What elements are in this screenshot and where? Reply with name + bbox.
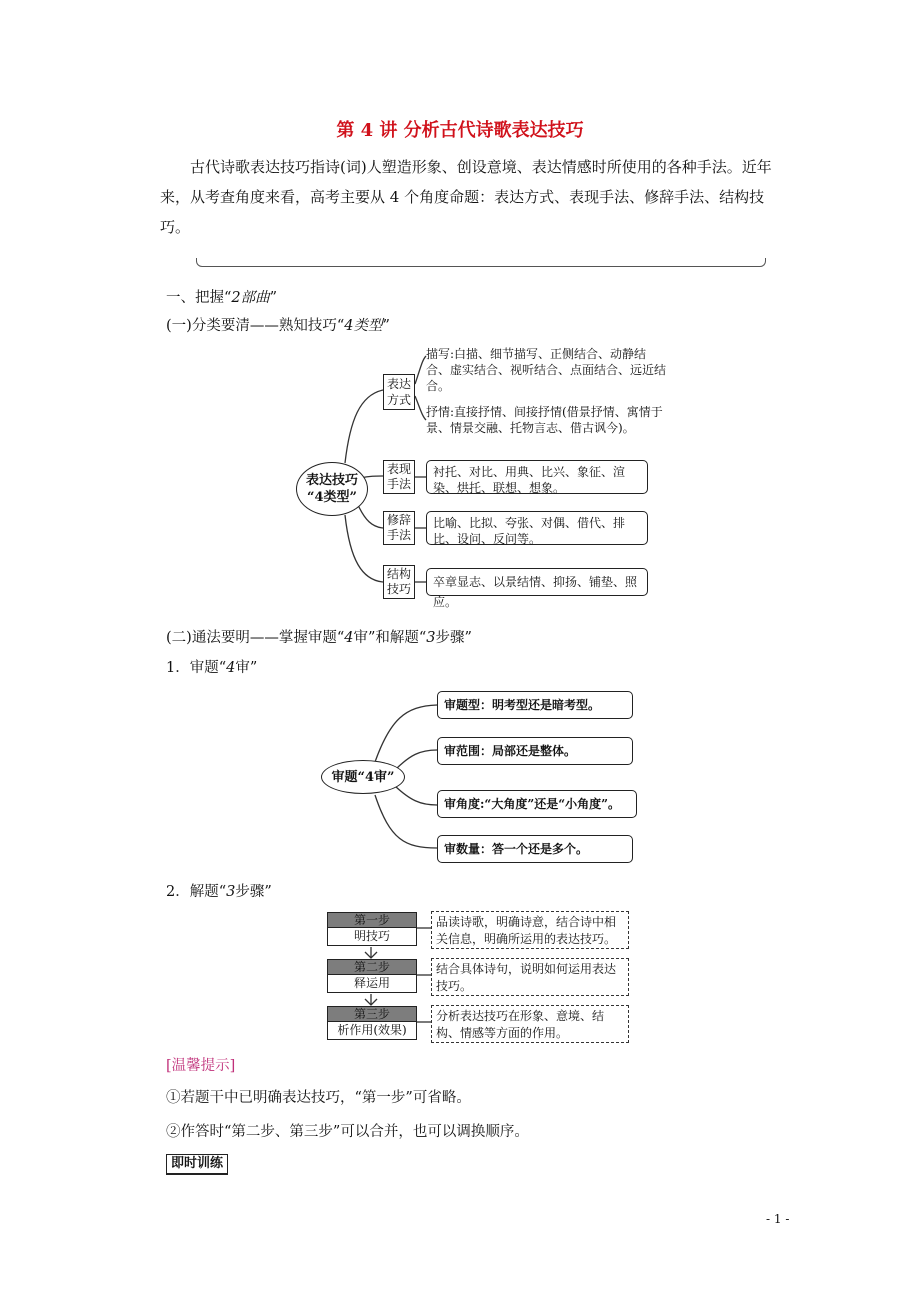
- desc-miaoxie: 描写:白描、细节描写、正侧结合、动静结合、虚实结合、视听结合、点面结合、远近结合。: [426, 347, 667, 393]
- connector-root-biaodafangshi: [345, 390, 383, 463]
- connector-root-jiegou: [345, 515, 383, 582]
- step3-desc: 分析表达技巧在形象、意境、结构、情感等方面的作用。: [431, 1005, 629, 1043]
- connector-shenfanwei: [395, 750, 437, 770]
- step2-desc: 结合具体诗句，说明如何运用表达技巧。: [431, 958, 629, 996]
- diagram1-root: 表达技巧 “4类型”: [296, 462, 368, 516]
- desc-biaoxianshoufa: 衬托、对比、用典、比兴、象征、渲染、烘托、联想、想象。: [426, 460, 648, 494]
- step3-body: 析作用(效果): [327, 1022, 417, 1040]
- page-number: - 1 -: [766, 1212, 790, 1226]
- desc-jiegoujiqiao: 卒章显志、以景结情、抑扬、铺垫、照应。: [426, 568, 648, 596]
- step1-head: 第一步: [327, 912, 417, 928]
- tip-1: ①若题干中已明确表达技巧，“第一步”可省略。: [166, 1090, 471, 1106]
- diagram2-root: 审题“4审”: [321, 760, 405, 794]
- tip-2: ②作答时“第二步、第三步”可以合并，也可以调换顺序。: [166, 1124, 529, 1140]
- step1-desc: 品读诗歌，明确诗意，结合诗中相关信息，明确所运用的表达技巧。: [431, 911, 629, 949]
- training-label: 即时训练: [166, 1154, 228, 1175]
- connector-shenjiaodu: [395, 786, 437, 805]
- desc-shuqing: 抒情:直接抒情、间接抒情(借景抒情、寓情于景、情景交融、托物言志、借古讽今)。: [426, 405, 663, 435]
- connector-shenshuliang: [375, 795, 437, 848]
- sub1-heading: (一)分类要清——熟知技巧“4类型”: [166, 318, 390, 334]
- connector-shentixing: [375, 705, 437, 762]
- section1-heading: 一、把握“2部曲”: [166, 290, 278, 306]
- category-jiegoujiqiao: 结构技巧: [383, 565, 415, 599]
- step1-body: 明技巧: [327, 928, 417, 946]
- category-biaoxianshoufa: 表现手法: [383, 460, 415, 494]
- connector-root-xiuci: [358, 505, 383, 528]
- category-biaodafangshi: 表达方式: [383, 374, 415, 410]
- shen-shuliang: 审数量：答一个还是多个。: [437, 835, 633, 863]
- shen-fanwei: 审范围：局部还是整体。: [437, 737, 633, 765]
- item1-heading: 1．审题“4审”: [166, 660, 258, 676]
- step2-head: 第二步: [327, 959, 417, 975]
- page-title: 第 4 讲 分析古代诗歌表达技巧: [336, 120, 584, 141]
- shen-jiaodu: 审角度:“大角度”还是“小角度”。: [437, 790, 637, 818]
- category-xiucishoufa: 修辞手法: [383, 511, 415, 545]
- item2-heading: 2．解题“3步骤”: [166, 884, 272, 900]
- intro-paragraph: 古代诗歌表达技巧指诗(词)人塑造形象、创设意境、表达情感时所使用的各种手法。近年来，从考查角度来看，高考主要从 4 个角度命题：表达方式、表现手法、修辞手法、结构技巧。: [160, 158, 772, 236]
- step2-body: 释运用: [327, 975, 417, 993]
- desc-xiucishoufa: 比喻、比拟、夸张、对偶、借代、排比、设问、反问等。: [426, 511, 648, 545]
- tips-label: [温馨提示]: [166, 1058, 236, 1074]
- sub2-heading: (二)通法要明——掌握审题“4审”和解题“3步骤”: [166, 630, 472, 646]
- shen-tixing: 审题型：明考型还是暗考型。: [437, 691, 633, 719]
- step3-head: 第三步: [327, 1006, 417, 1022]
